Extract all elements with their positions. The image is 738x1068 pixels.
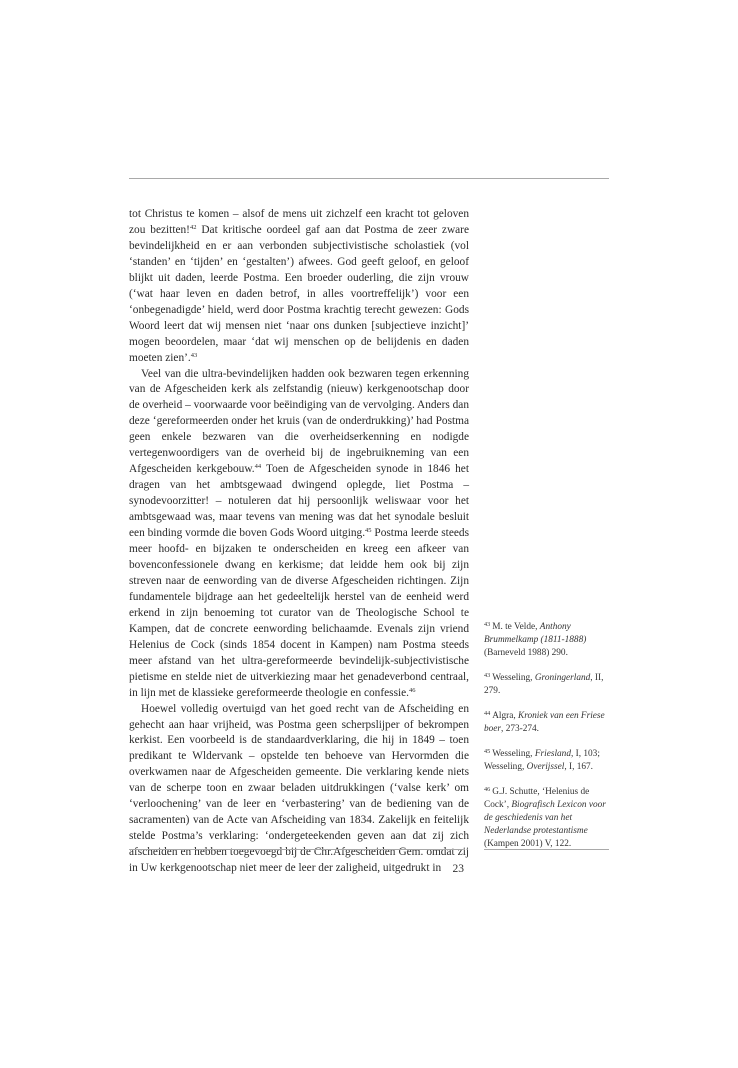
- footnote-text: , I, 103; Wesseling,: [484, 749, 600, 772]
- paragraph-text: Veel van die ultra-bevindelijken hadden ook bezwaren tegen erkenning van de Afgescheiden kerk als zelfstandig (nieuw) kerkgenootschap door de overheid – voorwaarde voor beëindiging van de vervolging. Anders dan deze ‘gereformeerden onder het kruis (van de onderdrukking)’ had Postma geen enkele bezwaren van die overheidserkenning en nodigde vertegenwoordigers van de overheid bij de ingebruikneming van een Afgescheiden kerkgebouw.: [129, 367, 469, 476]
- footnote-text: (Barneveld 1988) 290.: [484, 648, 568, 658]
- footnote-text: Algra,: [492, 711, 519, 721]
- footnote-text: Wesseling,: [492, 749, 535, 759]
- footnote-number: 45: [484, 748, 491, 755]
- paragraph-text: Dat kritische oordeel gaf aan dat Postma de zeer zware bevindelijkheid en er aan verbonden subjectivistische scholastiek (vol ‘standen’ en ‘tijden’ en ‘gestalten’) afwees. God geeft geloof, en geloof blijkt uit daden, leerde Postma. Een broeder ouderling, die zijn vrouw (‘wat haar leven en daden betrof, in alles voortreffelijk’) voor een ‘onbegenadigde’ hield, werd door Postma krachtig terecht gewezen: Gods Woord leert dat wij mensen niet ‘naar ons dunken [subjectieve inzicht]’ mogen beoordelen, maar ‘dat wij menschen op de belijdenis en daden moeten zien’.: [129, 223, 469, 364]
- footnote-text: , II, 279.: [484, 673, 604, 696]
- footnote-title: Overijssel: [526, 762, 565, 772]
- paragraph-text: tot Christus te komen – alsof de mens uit zichzelf een kracht tot geloven zou bezitten!: [129, 208, 469, 236]
- footnote-text: Wesseling,: [492, 673, 535, 683]
- footnote-ref: 44: [254, 463, 262, 471]
- paragraph-text: Toen de Afgescheiden synode in 1846 het dragen van het ambtsgewaad dwingend oplegde, liet Postma – synodevoorzitter! – notuleren dat hij persoonlijk weliswaar voor het ambtsgewaad was, maar tevens van mening was dat het synodale besluit een binding vormde die boven Gods Woord uitging.: [129, 463, 469, 540]
- footnote: [484, 672, 612, 698]
- footnote-number: 44: [484, 710, 491, 717]
- footnote-title: Kroniek van een Friese boer: [484, 711, 605, 734]
- footnotes-column: [484, 621, 612, 863]
- main-text-column: [129, 207, 469, 877]
- header-rule: [129, 178, 609, 179]
- footer-rule-notes: [484, 849, 609, 850]
- footnote-text: M. te Velde,: [492, 622, 540, 632]
- footnote-ref: 42: [189, 223, 197, 231]
- page-number: 23: [452, 863, 464, 875]
- footer-rule-main: [129, 849, 463, 850]
- footnote-text: , 273-274.: [501, 724, 540, 734]
- footnote: [484, 748, 612, 774]
- footnote-text: , I, 167.: [564, 762, 594, 772]
- footnote-title: Biografisch Lexicon voor de geschiedenis van het Nederlandse protestantisme: [484, 800, 606, 836]
- footnote-ref: 43: [190, 351, 198, 359]
- footnote-ref: 46: [409, 686, 416, 694]
- footnote-title: Groningerland: [534, 673, 591, 683]
- footnote: [484, 710, 612, 736]
- footnote-title: Anthony Brummelkamp (1811-1888): [484, 622, 587, 645]
- paragraph-2: [129, 367, 469, 702]
- footnote-number: 43: [484, 672, 491, 679]
- footnote-ref: 45: [365, 527, 372, 535]
- paragraph-text: Hoewel volledig overtuigd van het goed recht van de Afscheiding en gehecht aan haar vrijheid, was Postma geen scherpslijper of bekrompen kerkist. Een voorbeeld is de standaardverklaring, die hij in 1849 – toen predikant te Wldervank – opstelde ten behoeve van Hervormden die overkwamen naar de Afgescheiden gemeente. Die verklaring kende niets van de scherpe toon en zwaar beladen uitdrukkingen (‘valse kerk’ om ‘verloochening’ van de leer en ‘verbastering’ van de bediening van de sacramenten) van de Acte van Afscheiding van 1834. Zakelijk en feitelijk stelde Postma’s verklaring: ‘ondergeteekenden geven aan dat zij zich afscheiden en hebben toegevoegd bij de Chr.Afgescheiden Gem. omdat zij in Uw kerkgenootschap niet meer de leer der zaligheid, uitgedrukt in: [129, 702, 469, 875]
- footnote: [484, 621, 612, 660]
- footnote-text: (Kampen 2001) V, 122.: [484, 839, 572, 849]
- footnote: [484, 786, 612, 851]
- footnote-number: 46: [484, 786, 491, 793]
- footnote-title: Friesland: [534, 749, 571, 759]
- footnote-text: G.J. Schutte, ‘Helenius de Cock’,: [484, 787, 590, 810]
- paragraph-3: [129, 702, 469, 877]
- paragraph-1: [129, 207, 469, 367]
- footnote-number: 43: [484, 621, 491, 628]
- paragraph-text: Postma leerde steeds meer hoofd- en bijzaken te onderscheiden en kreeg een afkeer van bovenconfessionele dwang en kerkisme; dat leidde hem ook bij zijn streven naar de eenwording van de diverse Afgescheiden richtingen. Zijn fundamentele bijdrage aan het gedeeltelijk herstel van de eenheid werd erkend in zijn benoeming tot curator van de Theologische School te Kampen, dat de concrete eenwording belichaamde. Evenals zijn vriend Helenius de Cock (sinds 1854 docent in Kampen) nam Postma steeds meer afstand van het ultra-gereformeerde bevindelijk-subjectivistische pietisme en stelde niet de uitverkiezing maar het genadeverbond centraal, in lijn met de klassieke gereformeerde theologie en confessie.: [129, 527, 469, 699]
